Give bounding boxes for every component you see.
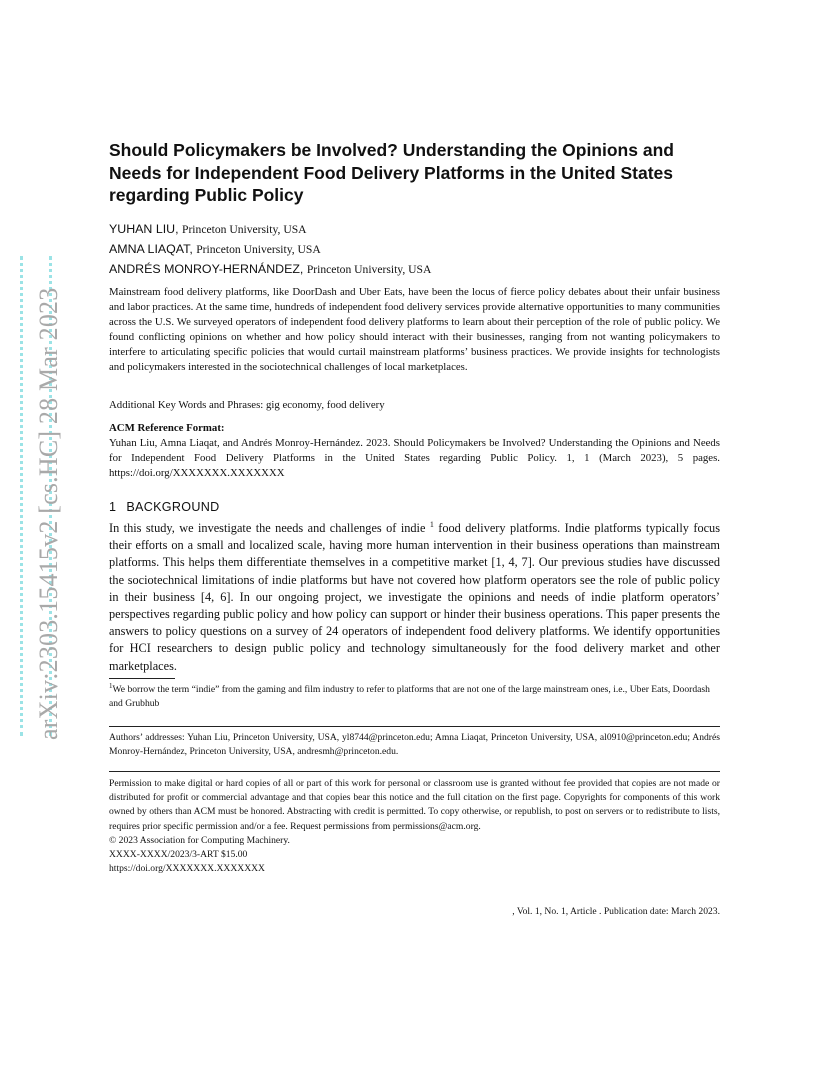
author-list [109,219,720,279]
author-affiliation: Princeton University, USA [182,223,307,236]
permission-block [109,777,720,876]
publication-info: , Vol. 1, No. 1, Article . Publication date: March 2023. [512,906,720,917]
section-heading [109,500,220,514]
footnote [109,683,720,711]
author-2 [109,239,720,259]
arxiv-identifier[interactable]: arXiv:2303.15415v2 [cs.HC] 28 Mar 2023 [34,287,63,740]
author-affiliation: Princeton University, USA [196,243,321,256]
isbn-line: XXXX-XXXX/2023/3-ART $15.00 [109,849,248,861]
doi-link[interactable]: https://doi.org/XXXXXXX.XXXXXXX [109,863,265,875]
copyright-line: © 2023 Association for Computing Machinery. [109,834,290,846]
acm-reference-text: Yuhan Liu, Amna Liaqat, and Andrés Monroy-Hernández. 2023. Should Policymakers be Involved? Understanding the Opinions and Needs for Independent Food Delivery Platforms in the United States regarding Public Policy. 1, 1 (March 2023), 5 pages. https://doi.org/XXXXXXX.XXXXXXX [109,437,720,480]
footnote-reference[interactable]: 1 [429,519,434,529]
permission-text: Permission to make digital or hard copies of all or part of this work for personal or classroom use is granted without fee provided that copies are not made or distributed for profit or commercial advantage and that copies bear this notice and the full citation on the first page. Copyrights for components of this work owned by others than ACM must be honored. Abstracting with credit is permitted. To copy otherwise, or republish, to post on servers or to redistribute to lists, requires prior specific permission and/or a fee. Request permissions from permissions@acm.org. [109,778,720,832]
author-affiliation: Princeton University, USA [306,263,432,276]
body-paragraph [109,520,720,675]
footnote-divider [109,678,175,679]
footnote-mark: 1 [109,681,113,690]
divider [109,771,720,772]
abstract: Mainstream food delivery platforms, like DoorDash and Uber Eats, have been the locus of fierce policy debates about their unfair business and labor practices. At the same time, hundreds of independent food delivery services provide alternative opportunities to many communities across the U.S. We surveyed operators of independent food delivery platforms to learn about their perception of the role of public policy. We found conflicting opinions on whether and how policy should interact with their businesses, ranging from not wanting policymakers to interfere to articulating specific policies that would curtail mainstream platforms’ business practices. We provide insights for technologists and policymakers interested in the sociotechnical challenges of local marketplaces. [109,286,720,374]
divider [109,726,720,727]
body-text-rest: food delivery platforms. Indie platforms typically focus their efforts on a small and localized scale, having more human intervention in their business operations than mainstream platforms. This helps them differentiate themselves in a competitive market [1, 4, 7]. Our previous studies have discussed the sociotechnical limitations of indie platforms but have not covered how platform operators see the role of public policy in their business [4, 6]. In our ongoing project, we investigate the opinions and needs of indie platform operators’ perspectives regarding public policy and how policy can support or hinder their business operations. This paper presents the answers to policy questions on a survey of 24 operators of independent food delivery platforms. We identify opportunities for HCI researchers to design public policy and technology simultaneously for the food delivery market and other marketplaces. [109,521,720,673]
author-1 [109,219,720,239]
author-name: AMNA LIAQAT, [109,242,193,256]
section-title: BACKGROUND [126,500,220,514]
author-name: ANDRÉS MONROY-HERNÁNDEZ, [109,262,304,276]
footnote-text: We borrow the term “indie” from the gaming and film industry to refer to platforms that are not one of the large mainstream ones, i.e., Uber Eats, Doordash and Grubhub [109,684,710,709]
acm-reference-heading: ACM Reference Format: [109,422,225,434]
body-text-start: In this study, we investigate the needs and challenges of indie [109,521,426,535]
author-addresses: Authors’ addresses: Yuhan Liu, Princeton University, USA, yl8744@princeton.edu; Amna Liaqat, Princeton University, USA, al0910@princeton.edu; Andrés Monroy-Hernández, Princeton University, USA, andresmh@princeton.edu. [109,732,720,758]
arxiv-stamp [14,250,63,740]
author-3 [109,259,720,279]
keywords: Additional Key Words and Phrases: gig economy, food delivery [109,399,385,411]
author-name: YUHAN LIU, [109,222,179,236]
paper-title: Should Policymakers be Involved? Understanding the Opinions and Needs for Independent Food Delivery Platforms in the United States regarding Public Policy [109,140,674,205]
section-number: 1 [109,500,117,514]
